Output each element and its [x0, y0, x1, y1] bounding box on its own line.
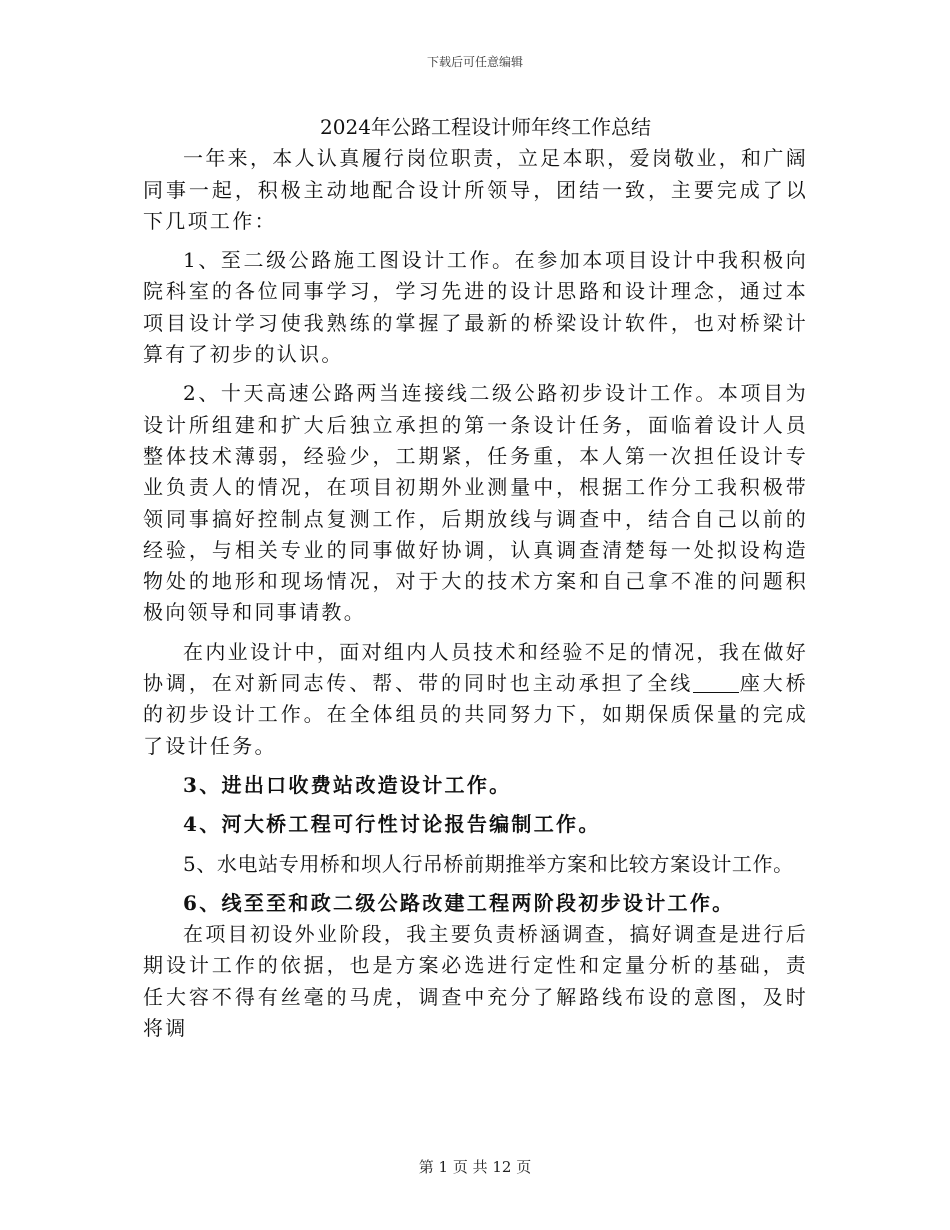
paragraph-item-1: 1、至二级公路施工图设计工作。在参加本项目设计中我积极向院科室的各位同事学习，学习先进的设计思路和设计理念，通过本项目设计学习使我熟练的掌握了最新的桥梁设计软件，也对桥梁计算有了初步的认识。: [143, 248, 808, 367]
document-body: [143, 112, 808, 1044]
document-title: 2024年公路工程设计师年终工作总结: [320, 115, 651, 139]
paragraph-item-6: 6、线至至和政二级公路改建工程两阶段初步设计工作。: [183, 890, 735, 915]
fill-in-blank: [693, 672, 739, 693]
paragraph-item-4: 4、河大桥工程可行性讨论报告编制工作。: [183, 812, 601, 837]
paragraph-field-survey: 在项目初设外业阶段，我主要负责桥涵调查，搞好调查是进行后期设计工作的依据，也是方案必选进行定性和定量分析的基础，责任大容不得有丝毫的马虎，调查中充分了解路线布设的意图，及时将调: [143, 922, 808, 1041]
header-note: 下载后可任意编辑: [426, 55, 523, 69]
inner-design-text-before: 在内业设计中，面对组内人员技术和经验不足的情况，我在做好协调，在对新同志传、帮、带的同时也主动承担了全线: [143, 639, 808, 696]
inner-design-text-after: 座大桥的初步设计工作。在全体组员的共同努力下，如期保质保量的完成了设计任务。: [143, 671, 808, 758]
paragraph-intro: 一年来，本人认真履行岗位职责，立足本职，爱岗敬业，和广阔同事一起，积极主动地配合设计所领导，团结一致，主要完成了以下几项工作：: [143, 146, 808, 233]
paragraph-inner-design: [143, 637, 808, 762]
paragraph-item-5: 5、水电站专用桥和坝人行吊桥前期推举方案和比较方案设计工作。: [183, 851, 794, 876]
page-number: 第 1 页 共 12 页: [418, 1158, 532, 1176]
paragraph-item-3: 3、进出口收费站改造设计工作。: [183, 772, 512, 797]
paragraph-item-2: 2、十天高速公路两当连接线二级公路初步设计工作。本项目为设计所组建和扩大后独立承担的第一条设计任务，面临着设计人员整体技术薄弱，经验少，工期紧，任务重，本人第一次担任设计专业负责人的情况，在项目初期外业测量中，根据工作分工我积极带领同事搞好控制点复测工作，后期放线与调查中，结合自己以前的经验，与相关专业的同事做好协调，认真调查清楚每一处拟设构造物处的地形和现场情况，对于大的技术方案和自己拿不准的问题积极向领导和同事请教。: [143, 381, 808, 625]
